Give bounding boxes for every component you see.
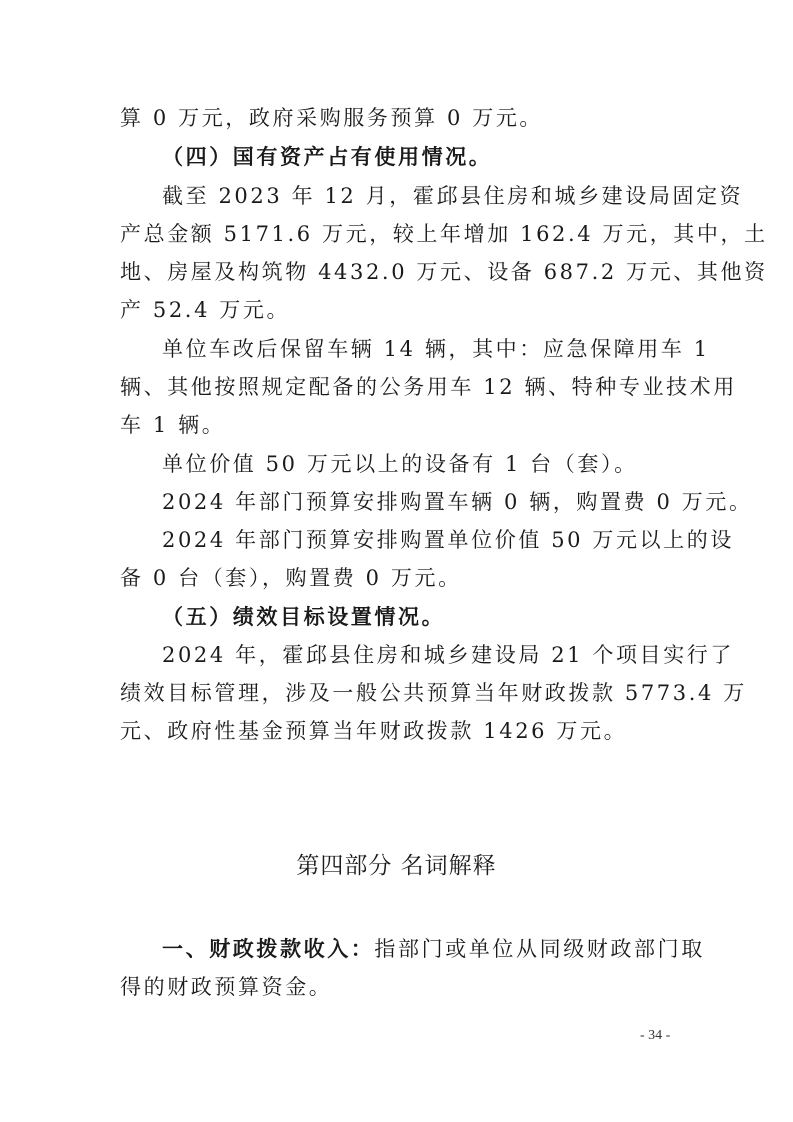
paragraph-line: 绩效目标管理，涉及一般公共预算当年财政拨款 5773.4 万 [120, 681, 747, 705]
paragraph-line: 单位车改后保留车辆 14 辆，其中：应急保障用车 1 [162, 337, 710, 361]
paragraph-line: 单位价值 50 万元以上的设备有 1 台（套）。 [162, 452, 638, 476]
paragraph-line: 备 0 台（套），购置费 0 万元。 [120, 566, 462, 590]
paragraph-line: 产总金额 5171.6 万元，较上年增加 162.4 万元，其中，土 [120, 222, 768, 246]
paragraph-line: 产 52.4 万元。 [120, 298, 291, 322]
section-heading-state-assets: （四）国有资产占有使用情况。 [162, 145, 493, 169]
paragraph-line: 2024 年部门预算安排购置单位价值 50 万元以上的设 [162, 528, 734, 552]
section-heading-performance: （五）绩效目标设置情况。 [162, 605, 446, 629]
paragraph-line: 地、房屋及构筑物 4432.0 万元、设备 687.2 万元、其他资 [120, 260, 768, 284]
paragraph-line: 2024 年部门预算安排购置车辆 0 辆，购置费 0 万元。 [162, 490, 753, 514]
definition-text: 指部门或单位从同级财政部门取 [374, 937, 705, 961]
paragraph-line: 辆、其他按照规定配备的公务用车 12 辆、特种专业技术用 [120, 375, 737, 399]
paragraph-line: 截至 2023 年 12 月，霍邱县住房和城乡建设局固定资 [162, 184, 744, 208]
definition-line [162, 934, 705, 964]
paragraph-line: 车 1 辆。 [120, 413, 226, 437]
paragraph-line: 算 0 万元，政府采购服务预算 0 万元。 [120, 106, 544, 130]
paragraph-line: 2024 年，霍邱县住房和城乡建设局 21 个项目实行了 [162, 643, 734, 667]
part-heading: 第四部分 名词解释 [296, 853, 497, 879]
paragraph-line: 元、政府性基金预算当年财政拨款 1426 万元。 [120, 719, 628, 743]
definition-continuation: 得的财政预算资金。 [120, 975, 333, 999]
definition-term: 一、财政拨款收入： [162, 937, 375, 961]
page-number: - 34 - [640, 1028, 671, 1043]
